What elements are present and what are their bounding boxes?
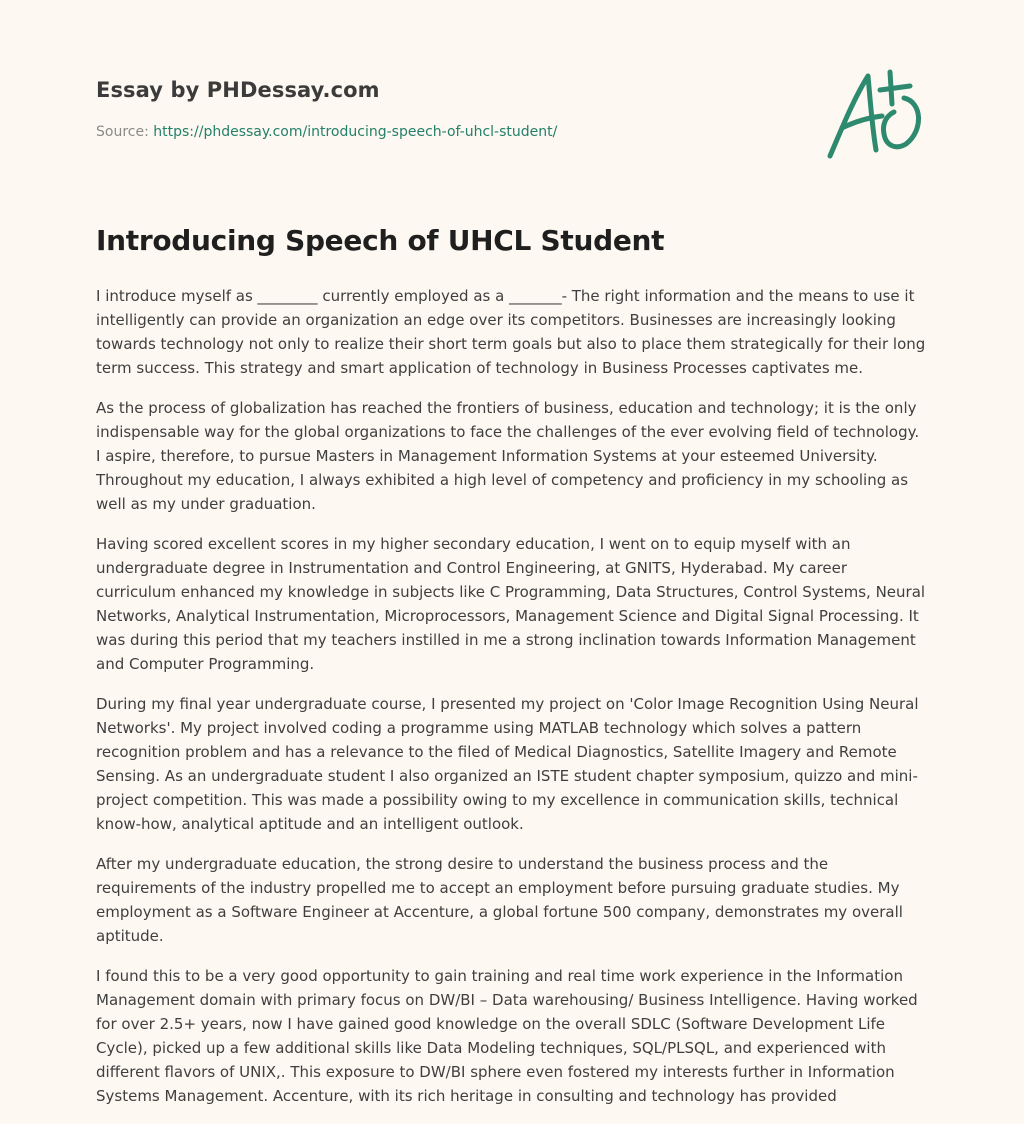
source-line — [96, 124, 557, 140]
source-link[interactable]: https://phdessay.com/introducing-speech-of-uhcl-student/ — [153, 124, 558, 140]
essay-paragraph: As the process of globalization has reached the frontiers of business, education and technology; it is the only indispensable way for the global organizations to face the challenges of the ever evolving field of technology. I aspire, therefore, to pursue Masters in Management Information Systems at your esteemed University. Throughout my education, I always exhibited a high level of competency and proficiency in my schooling as well as my under graduation. — [96, 399, 920, 513]
essay-title: Introducing Speech of UHCL Student — [96, 224, 665, 257]
essay-paragraph: After my undergraduate education, the strong desire to understand the business process and the requirements of the industry propelled me to accept an employment before pursuing graduate studies. My employment as a Software Engineer at Accenture, a global fortune 500 company, demonstrates my overall aptitude. — [96, 855, 903, 945]
a-plus-logo — [824, 68, 928, 164]
essay-paragraph: Having scored excellent scores in my higher secondary education, I went on to equip myself with an undergraduate degree in Instrumentation and Control Engineering, at GNITS, Hyderabad. My career curriculum enhanced my knowledge in subjects like C Programming, Data Structures, Control Systems, Neural Networks, Analytical Instrumentation, Microprocessors, Management Science and Digital Signal Processing. It was during this period that my teachers instilled in me a strong inclination towards Information Management and Computer Programming. — [96, 535, 926, 673]
page-header — [96, 74, 928, 184]
site-title: Essay by PHDessay.com — [96, 78, 380, 102]
essay-paragraph: I introduce myself as ________ currently employed as a _______- The right information and the means to use it intelligently can provide an organization an edge over its competitors. Businesses are increasingly looking towards technology not only to realize their short term goals but also to place them strategically for their long term success. This strategy and smart application of technology in Business Processes captivates me. — [96, 287, 926, 377]
source-label: Source: — [96, 124, 149, 140]
essay-paragraph: During my final year undergraduate course, I presented my project on 'Color Image Recognition Using Neural Networks'. My project involved coding a programme using MATLAB technology which solves a pattern recognition problem and has a relevance to the filed of Medical Diagnostics, Satellite Imagery and Remote Sensing. As an undergraduate student I also organized an ISTE student chapter symposium, quizzo and mini-project competition. This was made a possibility owing to my excellence in communication skills, technical know-how, analytical aptitude and an intelligent outlook. — [96, 695, 919, 833]
essay-body — [96, 284, 928, 1124]
essay-paragraph: I found this to be a very good opportunity to gain training and real time work experience in the Information Management domain with primary focus on DW/BI – Data warehousing/ Business Intelligence. Having worked for over 2.5+ years, now I have gained good knowledge on the overall SDLC (Software Development Life Cycle), picked up a few additional skills like Data Modeling techniques, SQL/PLSQL, and experienced with different flavors of UNIX,. This exposure to DW/BI sphere even fostered my interests further in Information Systems Management. Accenture, with its rich heritage in consulting and technology has provided — [96, 967, 918, 1105]
